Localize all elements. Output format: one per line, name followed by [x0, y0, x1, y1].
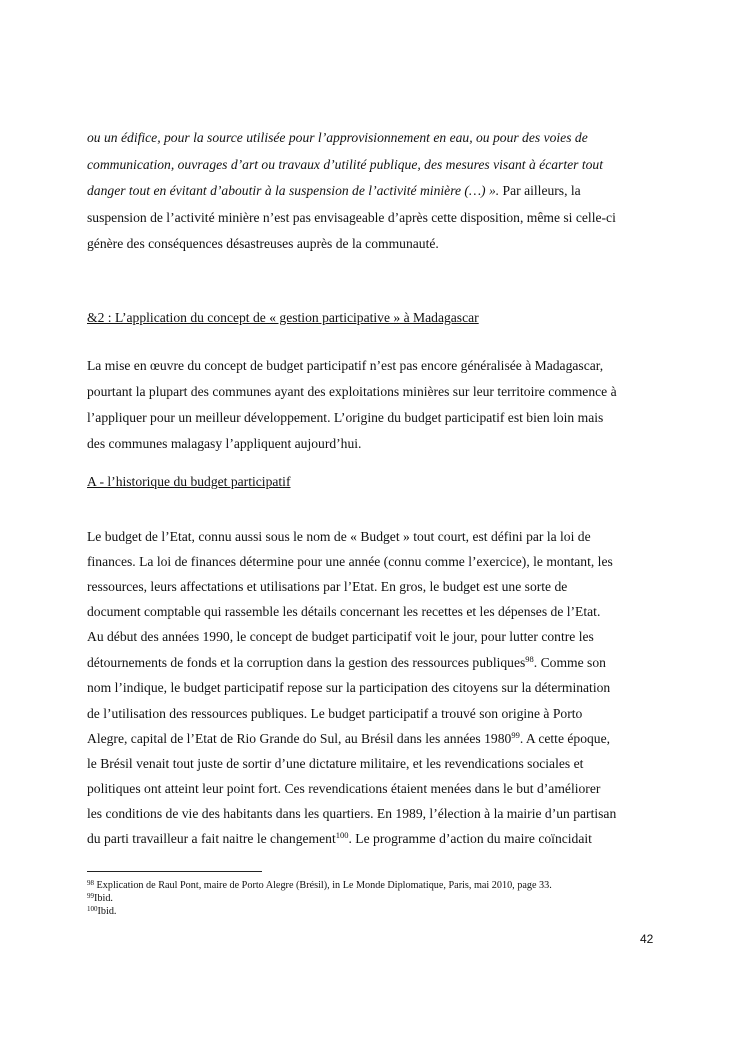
quote-end: danger tout en évitant d’aboutir à la suspension de l’activité minière (…) ».: [87, 183, 500, 198]
para3-line-6: [87, 655, 606, 671]
section-heading: &2 : L’application du concept de « gestion participative » à Madagascar: [87, 310, 479, 325]
footnote-number: 100: [87, 905, 98, 913]
text-span: . Le programme d’action du maire coïncidait: [348, 831, 592, 846]
footnote-99: [87, 893, 113, 905]
footnote-text: Ibid.: [94, 893, 113, 904]
text-span: Alegre, capital de l’Etat de Rio Grande do Sul, au Brésil dans les années 1980: [87, 731, 512, 746]
para1-line-3-rest: Par ailleurs, la: [499, 183, 581, 198]
footnote-ref-99[interactable]: 99: [511, 730, 520, 740]
para3-line-9: [87, 731, 610, 747]
para2-line-3: l’appliquer pour un meilleur développement. L’origine du budget participatif est bien loin mais: [87, 410, 604, 425]
para2-line-2: pourtant la plupart des communes ayant des exploitations minières sur leur territoire commence à: [87, 384, 617, 399]
text-span: . Comme son: [533, 655, 606, 670]
para3-line-8: de l’utilisation des ressources publiques. Le budget participatif a trouvé son origine à Porto: [87, 706, 583, 721]
para1-line-3: [87, 183, 581, 199]
footnote-100: [87, 906, 116, 918]
para3-line-3: ressources, leurs affectations et utilisations par l’Etat. En gros, le budget est une sorte de: [87, 579, 568, 594]
footnote-separator: [87, 871, 262, 872]
page-number: 42: [640, 932, 654, 946]
para3-line-13: [87, 831, 592, 847]
footnote-text: Ibid.: [97, 906, 117, 917]
footnote-98: [87, 880, 552, 892]
footnote-text: Explication de Raul Pont, maire de Porto Alegre (Brésil), in Le Monde Diplomatique, Paris, mai 2010, page 33.: [94, 880, 552, 891]
para1-line-1: ou un édifice, pour la source utilisée pour l’approvisionnement en eau, ou pour des voies de: [87, 130, 588, 145]
para2-line-4: des communes malagasy l’appliquent aujourd’hui.: [87, 436, 362, 451]
text-span: . A cette époque,: [519, 731, 611, 746]
para3-line-7: nom l’indique, le budget participatif repose sur la participation des citoyens sur la détermination: [87, 680, 611, 695]
subheading: A - l’historique du budget participatif: [87, 474, 291, 489]
para1-line-4: suspension de l’activité minière n’est pas envisageable d’après cette disposition, même si celle-ci: [87, 210, 616, 225]
para2-line-1: La mise en œuvre du concept de budget participatif n’est pas encore généralisée à Madagascar,: [87, 358, 604, 373]
para3-line-5: Au début des années 1990, le concept de budget participatif voit le jour, pour lutter contre les: [87, 629, 594, 644]
footnote-number: 99: [87, 892, 94, 900]
text-span: détournements de fonds et la corruption dans la gestion des ressources publiques: [87, 655, 526, 670]
footnote-number: 98: [87, 879, 94, 887]
para1-line-2: communication, ouvrages d’art ou travaux d’utilité publique, des mesures visant à écarter tout: [87, 157, 603, 172]
para3-line-1: Le budget de l’Etat, connu aussi sous le nom de « Budget » tout court, est défini par la loi de: [87, 529, 591, 544]
text-span: du parti travailleur a fait naitre le changement: [87, 831, 336, 846]
para3-line-4: document comptable qui rassemble les détails concernant les recettes et les dépenses de l’Etat.: [87, 604, 601, 619]
para3-line-10: le Brésil venait tout juste de sortir d’une dictature militaire, et les revendications sociales et: [87, 756, 584, 771]
footnote-ref-98[interactable]: 98: [525, 654, 534, 664]
para3-line-12: les conditions de vie des habitants dans les quartiers. En 1989, l’élection à la mairie d’un partisan: [87, 806, 617, 821]
para1-line-5: génère des conséquences désastreuses auprès de la communauté.: [87, 236, 439, 251]
para3-line-2: finances. La loi de finances détermine pour une année (connu comme l’exercice), le montant, les: [87, 554, 613, 569]
footnote-ref-100[interactable]: 100: [335, 830, 349, 840]
para3-line-11: politiques ont atteint leur point fort. Ces revendications étaient menées dans le but d’améliorer: [87, 781, 601, 796]
